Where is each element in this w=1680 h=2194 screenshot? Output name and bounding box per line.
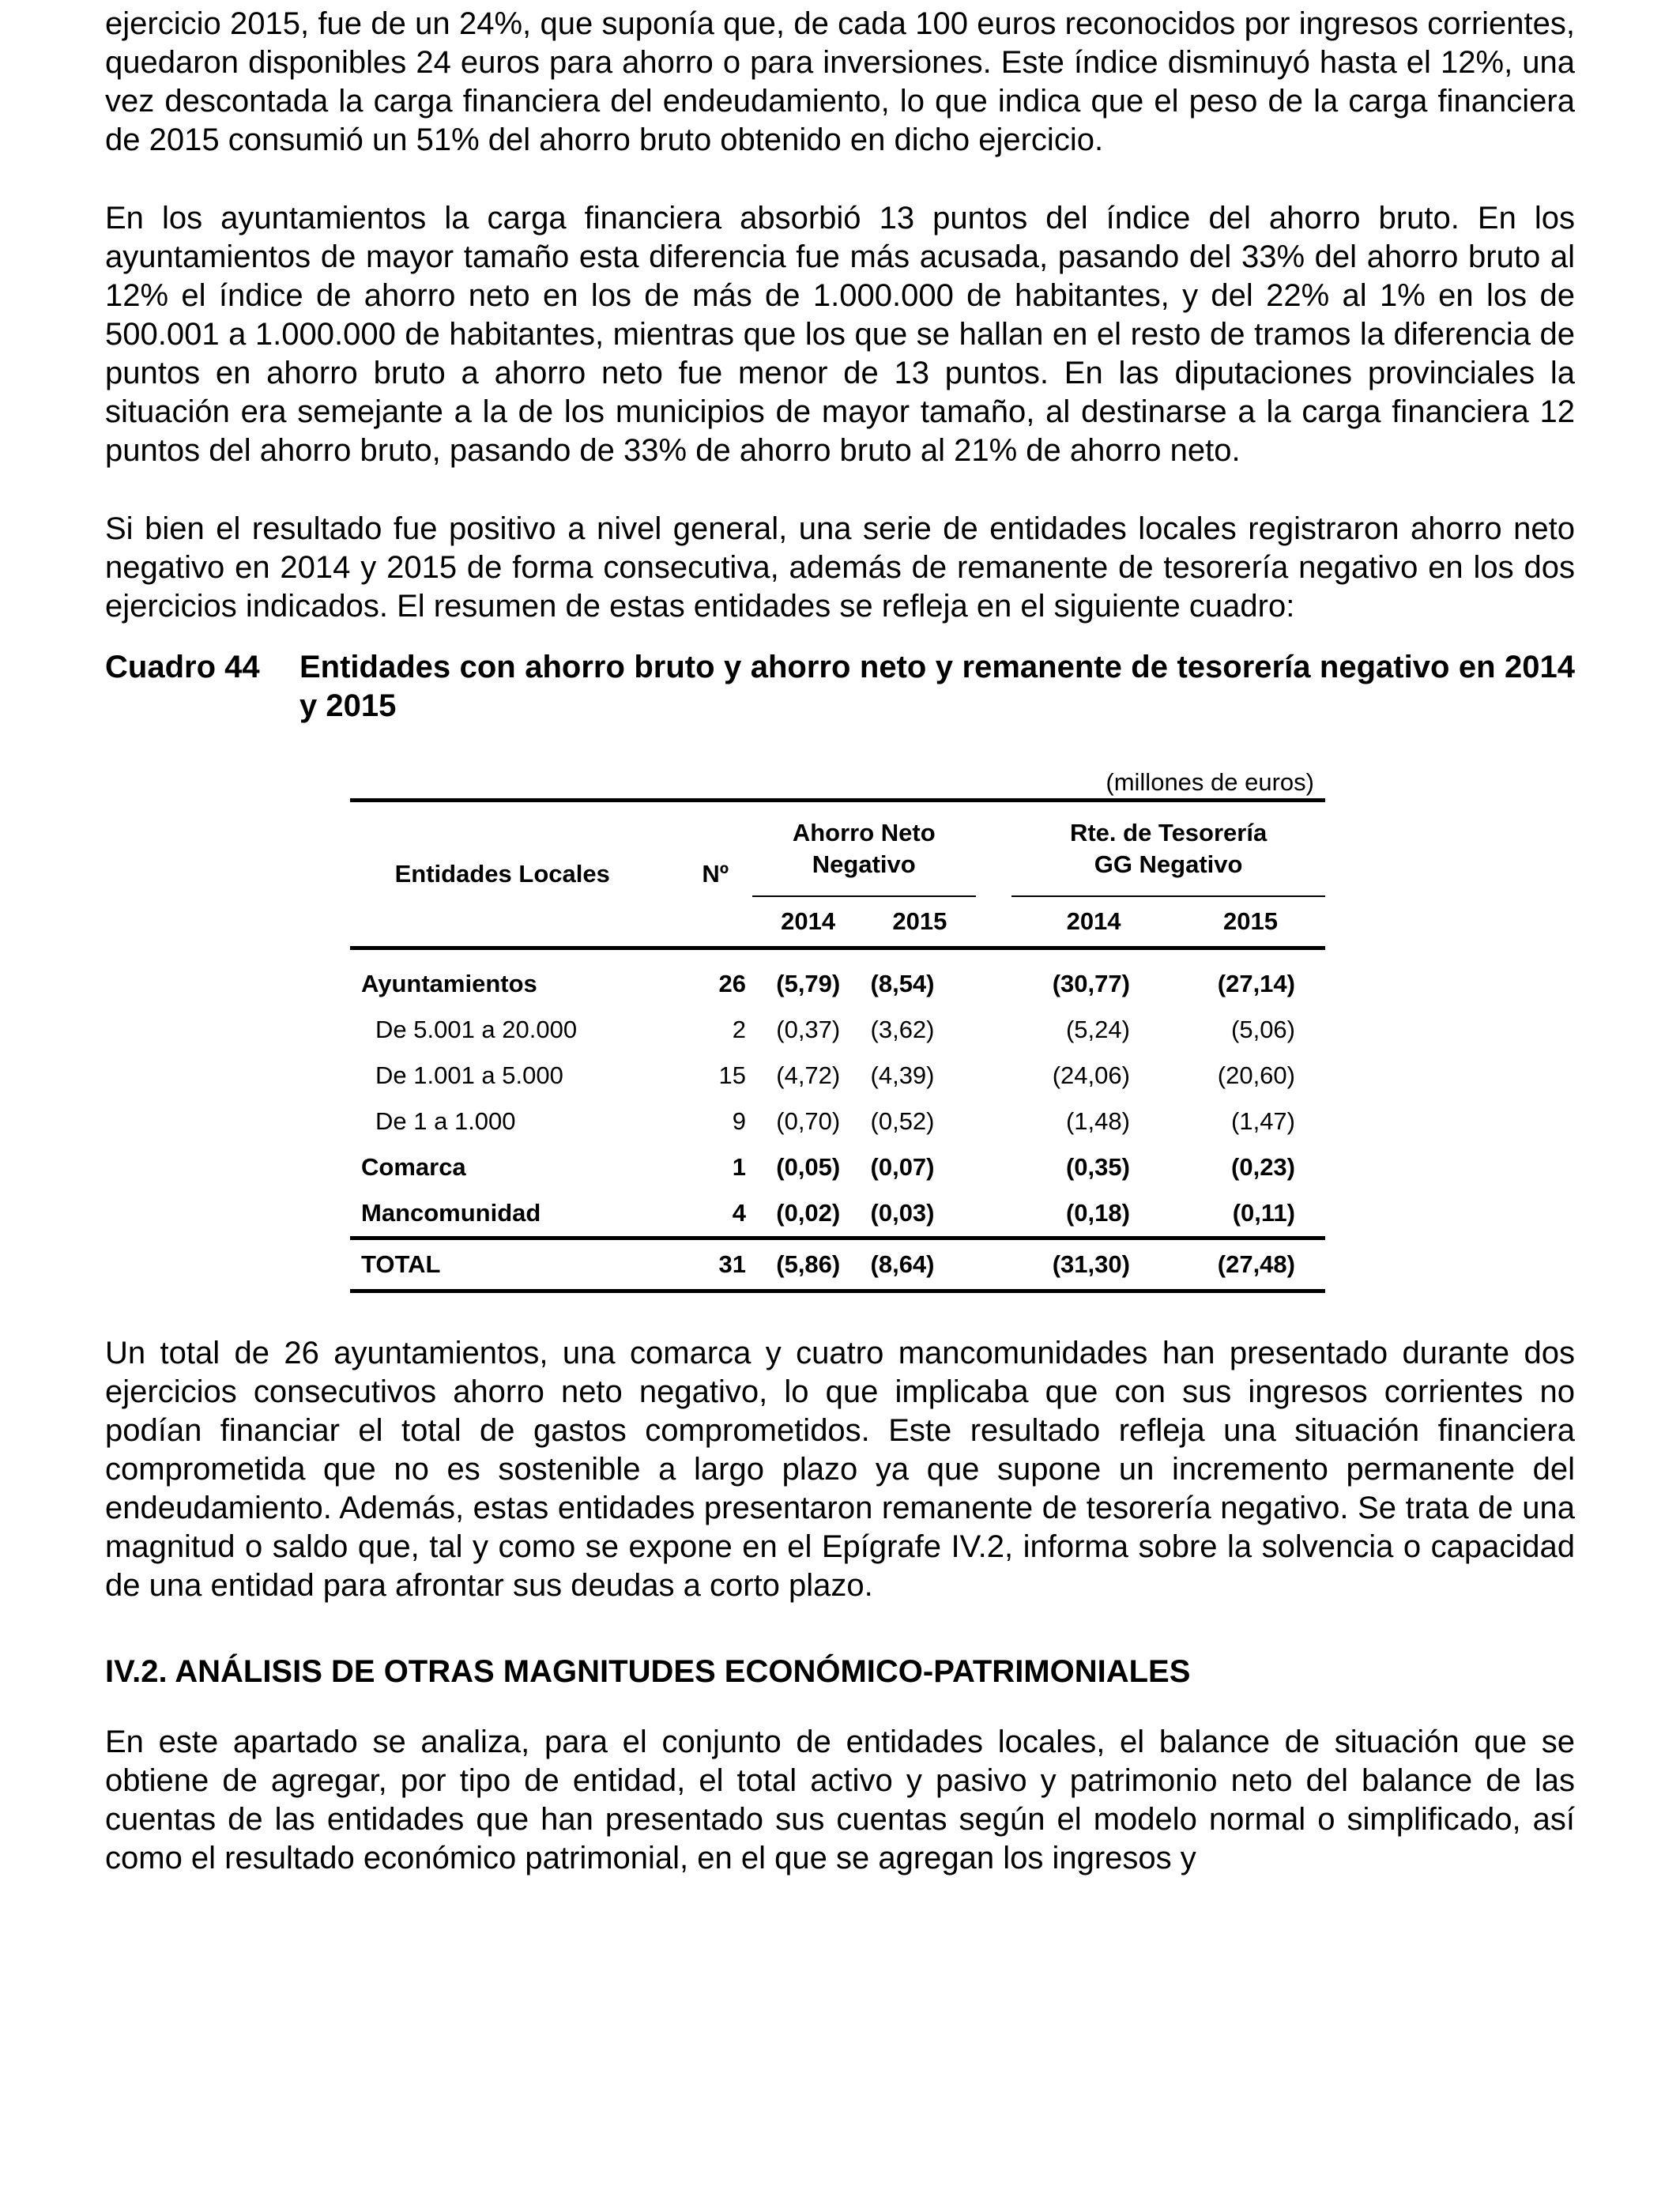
table-total-row [350,1238,1325,1291]
header-year-an-2015: 2015 [864,896,975,948]
row-n: 4 [732,1199,746,1227]
row-an-2015: (0,03) [870,1199,935,1227]
header-gap-2 [976,896,1012,948]
row-an-2015: (4,39) [870,1061,935,1089]
row-rt-2014: (30,77) [1011,948,1176,1008]
table-row [350,1190,1325,1238]
table-units: (millones de euros) [1106,768,1314,796]
row-an-2015: (0,07) [870,1153,935,1181]
table-container [350,767,1325,1293]
row-rt-2015: (0,23) [1231,1153,1295,1181]
header-entities: Entidades Locales [350,801,678,948]
document-page [105,5,1575,1917]
row-an-2015: (3,62) [870,1016,935,1043]
row-n: 15 [718,1061,746,1089]
header-gap [976,801,1012,897]
table-row [350,1053,1325,1099]
row-an-2014: (0,02) [776,1199,841,1227]
paragraph-1: ejercicio 2015, fue de un 24%, que suponía que, de cada 100 euros reconocidos por ingresos corrientes, quedaron disponibles 24 euros para ahorro o para inversiones. Este índice disminuyó hasta el 12%, una vez descontada la carga financiera del endeudamiento, lo que indica que el peso de la carga financiera de 2015 consumió un 51% del ahorro bruto obtenido en dicho ejercicio. [105,6,1575,157]
header-year-rt-2014: 2014 [1011,896,1176,948]
row-an-2014: (0,37) [776,1016,841,1043]
row-rt-2015: (27,14) [1176,948,1325,1008]
header-remanente [1011,801,1325,897]
total-rt-2015: (27,48) [1176,1238,1325,1291]
row-an-2014: (4,72) [776,1061,841,1089]
header-year-an-2014: 2014 [752,896,864,948]
row-gap [976,1144,1012,1190]
row-rt-2015: (20,60) [1217,1061,1295,1089]
row-rt-2014: (0,35) [1065,1153,1130,1181]
table-caption [105,648,1575,726]
total-an-2015: (8,64) [864,1238,975,1291]
row-name: De 5.001 a 20.000 [375,1016,578,1043]
row-an-2014: (0,05) [776,1153,841,1181]
row-rt-2014: (1,48) [1065,1107,1130,1135]
row-name: Ayuntamientos [350,948,678,1008]
row-gap [976,1007,1012,1053]
total-gap [976,1238,1012,1291]
total-name: TOTAL [350,1238,678,1291]
row-an-2015: (0,52) [870,1107,935,1135]
row-gap [976,1099,1012,1144]
row-name: Comarca [361,1153,466,1181]
table-caption-number: Cuadro 44 [105,650,260,684]
row-name: De 1 a 1.000 [375,1107,516,1135]
section-heading: IV.2. ANÁLISIS DE OTRAS MAGNITUDES ECONÓMICO-PATRIMONIALES [105,1654,1191,1689]
paragraph-2: En los ayuntamientos la carga financiera absorbió 13 puntos del índice del ahorro bruto. En los ayuntamientos de mayor tamaño esta diferencia fue más acusada, pasando del 33% del ahorro bruto al 12% el índice de ahorro neto en los de más de 1.000.000 de habitantes, y del 22% al 1% en los de 500.001 a 1.000.000 de habitantes, mientras que los que se hallan en el resto de tramos la diferencia de puntos en ahorro bruto a ahorro neto fue menor de 13 puntos. En las diputaciones provinciales la situación era semejante a la de los municipios de mayor tamaño, al destinarse a la carga financiera 12 puntos del ahorro bruto, pasando de 33% de ahorro bruto al 21% de ahorro neto. [105,201,1575,468]
paragraph-5: En este apartado se analiza, para el conjunto de entidades locales, el balance de situación que se obtiene de agregar, por tipo de entidad, el total activo y pasivo y patrimonio neto del balance de las cuentas de las entidades que han presentado sus cuentas según el modelo normal o simplificado, así como el resultado económico patrimonial, en el que se agregan los ingresos y [105,1725,1575,1875]
table-caption-title: Entidades con ahorro bruto y ahorro neto y remanente de tesorería negativo en 2014 y 2015 [299,650,1575,723]
table-row [350,1099,1325,1144]
row-rt-2015: (1,47) [1231,1107,1295,1135]
row-gap [976,1190,1012,1238]
row-n: 2 [732,1016,746,1043]
data-table [350,798,1325,1293]
row-n: 26 [678,948,751,1008]
total-rt-2014: (31,30) [1011,1238,1176,1291]
row-name: Mancomunidad [361,1199,541,1227]
paragraph-3: Si bien el resultado fue positivo a nivel general, una serie de entidades locales registraron ahorro neto negativo en 2014 y 2015 de forma consecutiva, además de remanente de tesorería negativo en los dos ejercicios indicados. El resumen de estas entidades se refleja en el siguiente cuadro: [105,511,1575,624]
paragraph-4: Un total de 26 ayuntamientos, una comarca y cuatro mancomunidades han presentado durante dos ejercicios consecutivos ahorro neto negativo, lo que implicaba que con sus ingresos corrientes no podían financiar el total de gastos comprometidos. Este resultado refleja una situación financiera comprometida que no es sostenible a largo plazo ya que supone un incremento permanente del endeudamiento. Además, estas entidades presentaron remanente de tesorería negativo. Se trata de una magnitud o saldo que, tal y como se expone en el Epígrafe IV.2, informa sobre la solvencia o capacidad de una entidad para afrontar sus deudas a corto plazo. [105,1336,1575,1603]
row-an-2014: (0,70) [776,1107,841,1135]
row-gap [976,948,1012,1008]
total-an-2014: (5,86) [752,1238,864,1291]
row-rt-2014: (5,24) [1065,1016,1130,1043]
header-ahorro-neto [752,801,976,897]
row-name: De 1.001 a 5.000 [375,1061,563,1089]
row-gap [976,1053,1012,1099]
row-rt-2015: (0,11) [1232,1199,1295,1227]
table-row [350,948,1325,1008]
row-rt-2015: (5,06) [1231,1016,1295,1043]
row-rt-2014: (24,06) [1052,1061,1130,1089]
row-n: 9 [732,1107,746,1135]
table-row [350,1007,1325,1053]
header-year-rt-2015: 2015 [1176,896,1325,948]
header-ahorro-neto-label: Ahorro Neto Negativo [792,819,936,878]
row-n: 1 [732,1153,746,1181]
table-row [350,1144,1325,1190]
row-an-2015: (8,54) [864,948,975,1008]
total-n: 31 [678,1238,751,1291]
row-an-2014: (5,79) [752,948,864,1008]
row-rt-2014: (0,18) [1065,1199,1130,1227]
header-n: Nº [678,801,751,948]
header-remanente-label: Rte. de Tesorería GG Negativo [1069,819,1268,878]
